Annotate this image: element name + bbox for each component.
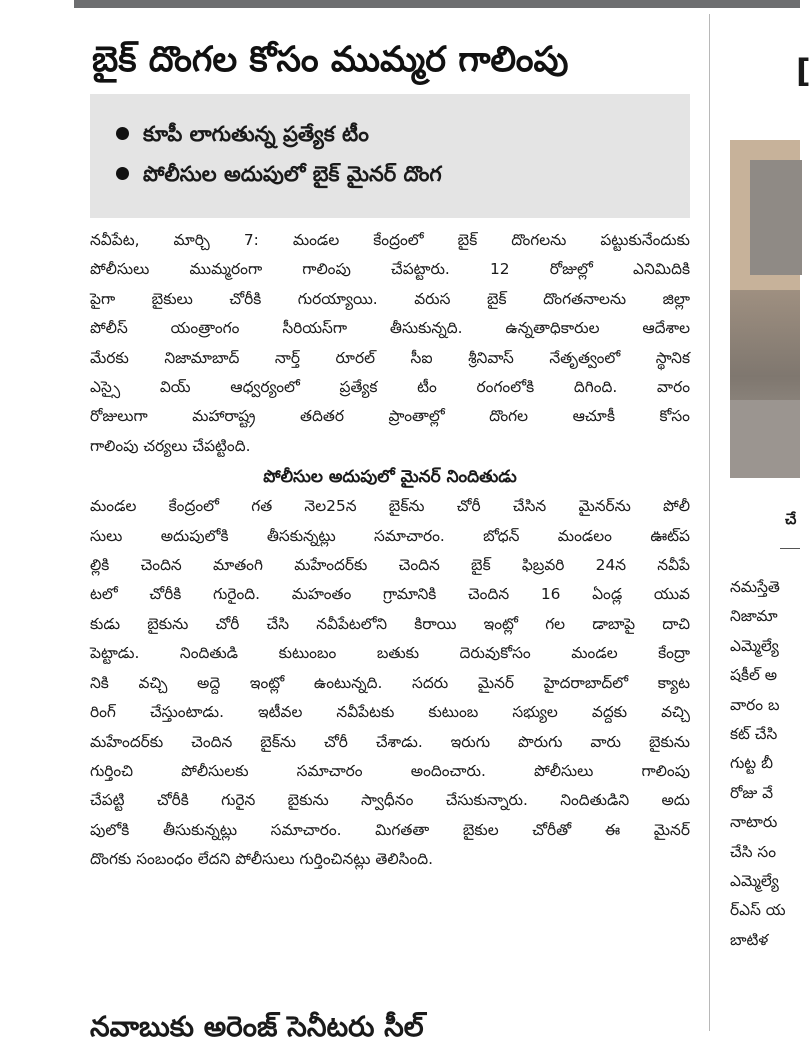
text-line: నిజామా bbox=[730, 607, 778, 626]
text-line: ర్‌ఎస్ య bbox=[730, 901, 786, 920]
text-line: పోలీస్ యంత్రాంగం సీరియస్‌గా తీసుకున్నది. ఉన్నతాధికారుల ఆదేశాల bbox=[90, 319, 690, 338]
text-line: ఎస్సై వియ్ ఆధ్వర్యంలో ప్రత్యేక టీం రంగంలోకి దిగింది. వారం bbox=[90, 378, 690, 397]
text-line: రోజులుగా మహారాష్ట్ర తదితర ప్రాంతాల్లో దొంగల ఆచూకీ కోసం bbox=[90, 407, 690, 426]
text-line: మహేందర్‌కు చెందిన బైక్‌ను చోరీ చేశాడు. ఇరుగు పొరుగు వారు బైకును bbox=[90, 732, 690, 751]
caption-rule bbox=[780, 548, 800, 549]
text-line: ఎమ్మెల్యే bbox=[730, 872, 779, 891]
text-line: రింగ్ చేస్తుంటాడు. ఇటీవల నవీపేటకు కుటుంబ సభ్యుల వద్దకు వచ్చి bbox=[90, 703, 690, 722]
bullet-icon bbox=[116, 127, 129, 140]
text-line: ఎమ్మెల్యే bbox=[730, 636, 779, 655]
text-line: నాటారు bbox=[730, 813, 778, 832]
text-line: కట్ చేసి bbox=[730, 725, 778, 744]
text-line: ల్లికి చెందిన మాతంగి మహేందర్‌కు చెందిన బైక్ ఫిబ్రవరి 24న నవీపే bbox=[90, 556, 690, 575]
paragraph-1 bbox=[90, 226, 690, 461]
text-line: పోలీసులు ముమ్మరంగా గాలింపు చేపట్టారు. 12 రోజుల్లో ఎనిమిదికి bbox=[90, 260, 690, 279]
text-line: దొంగకు సంబంధం లేదని పోలీసులు గుర్తించినట్లు తెలిసింది. bbox=[90, 850, 433, 869]
subhead-box bbox=[90, 94, 690, 218]
next-article-heading: నవాబుకు అరెంజ్ సెనీటరు సీల్ bbox=[90, 1010, 424, 1043]
text-line: పైగా బైకులు చోరీకి గురయ్యాయి. వరుస బైక్ దొంగతనాలను జిల్లా bbox=[90, 289, 690, 308]
column-divider bbox=[709, 14, 710, 1031]
text-line: మేరకు నిజామాబాద్ నార్త్ రూరల్ సీఐ శ్రీనివాస్ నేతృత్వంలో స్థానిక bbox=[90, 348, 690, 367]
section-subtitle: పోలీసుల అదుపులో మైనర్ నిందితుడు bbox=[263, 467, 517, 488]
photo-caption: చే bbox=[785, 510, 797, 528]
photo-floor bbox=[730, 400, 800, 478]
subhead-item bbox=[116, 154, 690, 194]
adjacent-article bbox=[720, 10, 811, 1031]
text-line: గుట్ట బీ bbox=[730, 754, 773, 773]
photo-board bbox=[750, 160, 802, 275]
text-line: షకీల్ అ bbox=[730, 666, 778, 685]
text-line: రోజు వే bbox=[730, 783, 774, 802]
text-line: వారం బ bbox=[730, 695, 780, 714]
main-article bbox=[90, 10, 690, 875]
text-line: గుర్తించి పోలీసులకు సమాచారం అందించారు. పోలీసులు గాలింపు bbox=[90, 761, 690, 780]
bullet-icon bbox=[116, 167, 129, 180]
text-line: సులు అదుపులోకి తీసకున్నట్లు సమాచారం. బోధన్ మండలం ఊట్‌ప bbox=[90, 526, 690, 545]
text-line: చేసి సం bbox=[730, 842, 777, 861]
text-line: చేపట్టి చోరీకి గురైన బైకును స్వాధీనం చేసుకున్నారు. నిందితుడిని అదు bbox=[90, 791, 690, 810]
text-line: కుడు బైకును చోరీ చేసి నవీపేటలోని కిరాయి ఇంట్లో గల డాబాపై దాచి bbox=[90, 614, 690, 633]
adjacent-article-body bbox=[730, 573, 800, 955]
text-line: పులోకి తీసుకున్నట్లు సమాచారం. మిగతతా బైకుల చోరీతో ఈ మైనర్ bbox=[90, 820, 690, 839]
news-photo bbox=[730, 140, 800, 478]
text-line: నవీపేట, మార్చి 7: మండల కేంద్రంలో బైక్ దొంగలను పట్టుకునేందుకు bbox=[90, 231, 690, 249]
text-line: మండల కేంద్రంలో గత నెల25న బైక్‌ను చోరీ చేసిన మైనర్‌ను పోలీ bbox=[90, 497, 690, 516]
adjacent-article-heading: [ bbox=[796, 52, 811, 90]
top-rule bbox=[74, 0, 800, 8]
text-line: బాటిళ bbox=[730, 930, 769, 949]
text-line: పెట్టాడు. నిందితుడి కుటుంబం బతుకు దెరువుకోసం మండల కేంద్రా bbox=[90, 644, 690, 663]
subhead-item bbox=[116, 114, 690, 154]
text-line: నికి వచ్చి అద్దె ఇంట్లో ఉంటున్నది. సదరు మైనర్ హైదరాబాద్‌లో క్యాట bbox=[90, 673, 690, 692]
subhead-text: పోలీసుల అదుపులో బైక్ మైనర్ దొంగ bbox=[143, 162, 442, 186]
text-line: నమస్తేతె bbox=[730, 578, 780, 596]
paragraph-2 bbox=[90, 492, 690, 874]
text-line: గాలింపు చర్యలు చేపట్టింది. bbox=[90, 436, 251, 455]
text-line: టలో చోరీకి గురైంది. మహంతం గ్రామానికి చెందిన 16 ఏండ్ల యువ bbox=[90, 585, 690, 604]
subhead-text: కూపీ లాగుతున్న ప్రత్యేక టీం bbox=[143, 122, 369, 146]
article-headline: బైక్ దొంగల కోసం ముమ్మర గాలింపు bbox=[92, 40, 569, 80]
